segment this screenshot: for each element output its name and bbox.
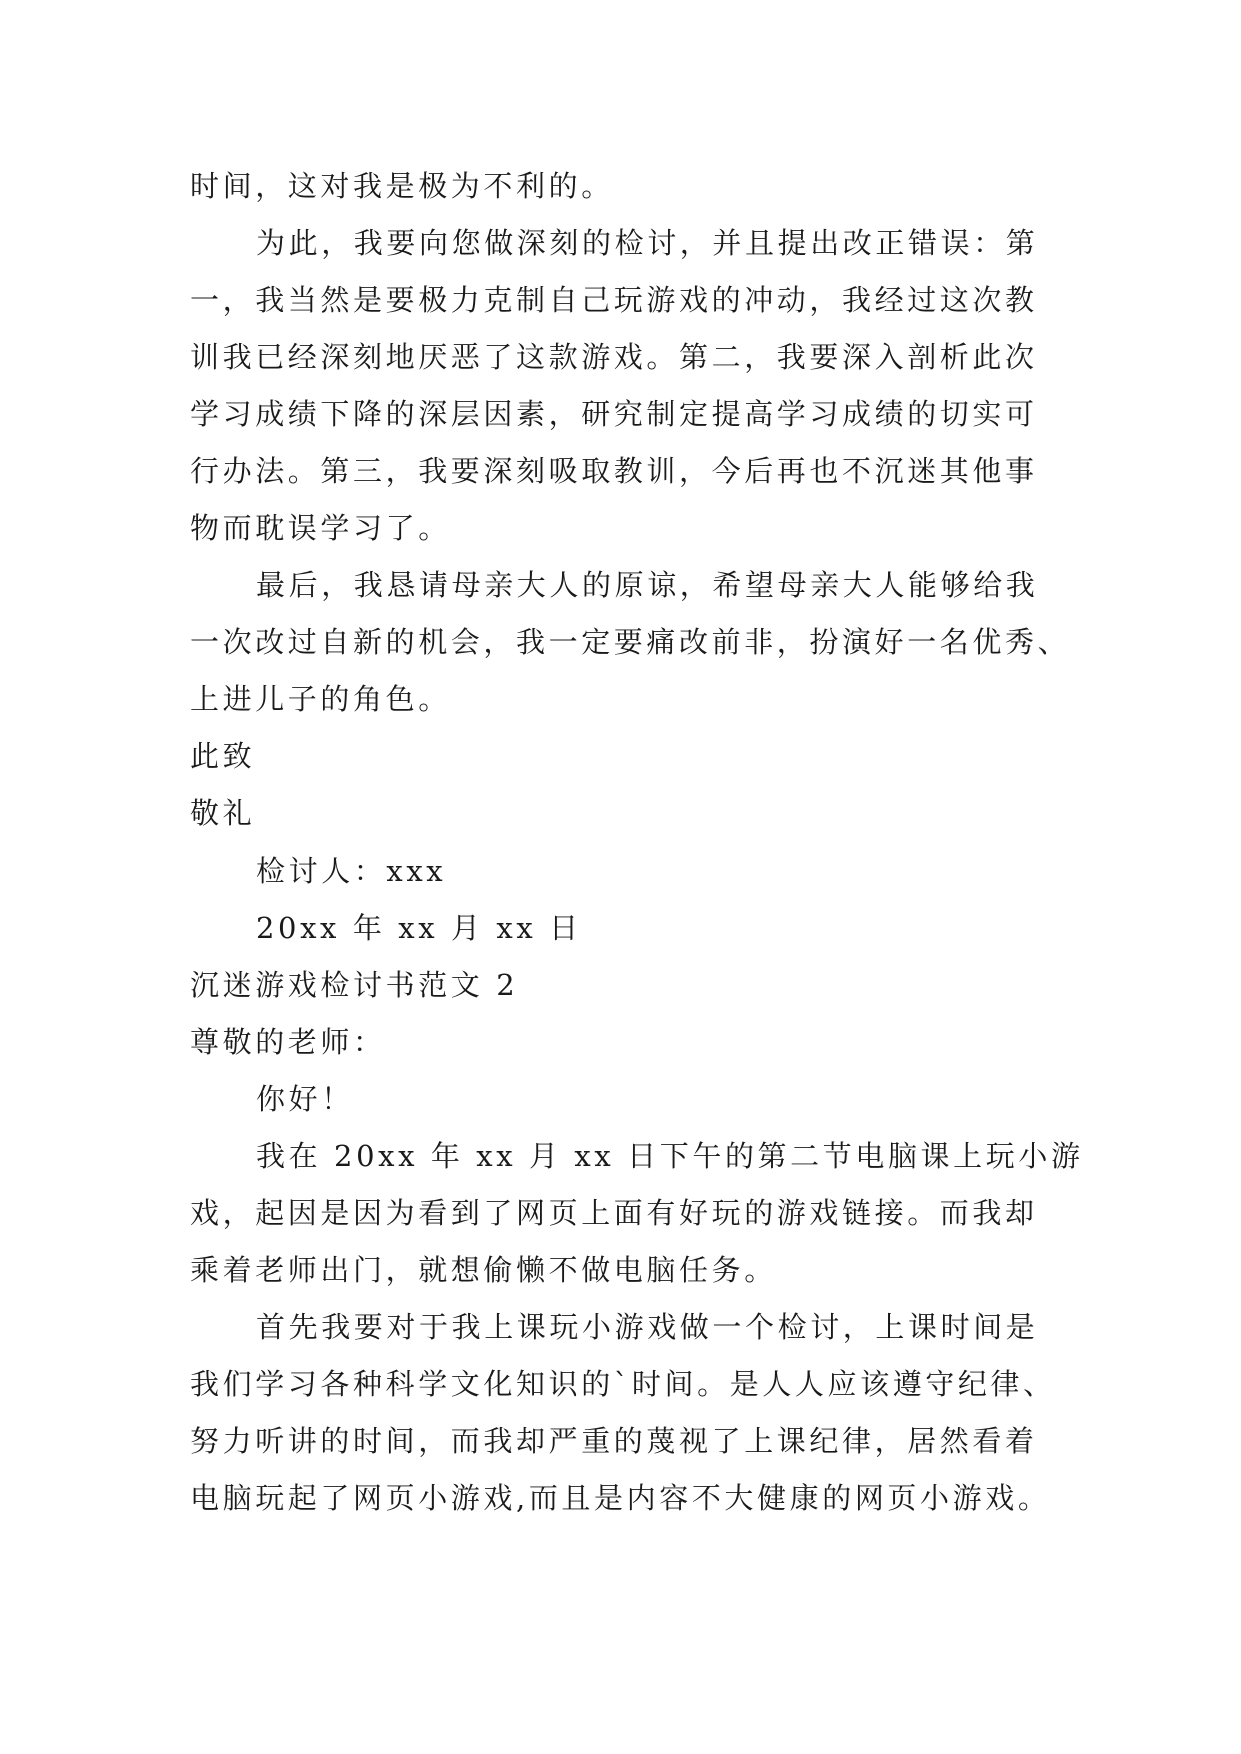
- date-line: 20xx 年 xx 月 xx 日: [256, 911, 582, 945]
- text-line: 乘着老师出门，就想偷懒不做电脑任务。: [190, 1253, 777, 1287]
- section-title: 沉迷游戏检讨书范文 2: [190, 968, 519, 1002]
- text-line: 一次改过自新的机会，我一定要痛改前非，扮演好一名优秀、: [190, 625, 1071, 659]
- text-line: 电脑玩起了网页小游戏,而且是内容不大健康的网页小游戏。: [190, 1481, 1051, 1515]
- text-line: 一，我当然是要极力克制自己玩游戏的冲动，我经过这次教: [190, 283, 1038, 317]
- signature-line: 检讨人：xxx: [256, 854, 447, 888]
- paragraph-line: 最后，我恳请母亲大人的原谅，希望母亲大人能够给我: [256, 568, 1039, 602]
- closing-regards: 敬礼: [190, 796, 256, 830]
- text-line: 上进儿子的角色。: [190, 682, 451, 716]
- paragraph-line: 首先我要对于我上课玩小游戏做一个检讨，上课时间是: [256, 1310, 1039, 1344]
- text-line: 时间，这对我是极为不利的。: [190, 169, 614, 203]
- closing-salutation: 此致: [190, 739, 256, 773]
- greeting-hello: 你好！: [256, 1082, 354, 1116]
- text-line: 学习成绩下降的深层因素，研究制定提高学习成绩的切实可: [190, 397, 1038, 431]
- paragraph-line: 为此，我要向您做深刻的检讨，并且提出改正错误：第: [256, 226, 1039, 260]
- text-line: 戏，起因是因为看到了网页上面有好玩的游戏链接。而我却: [190, 1196, 1038, 1230]
- greeting: 尊敬的老师：: [190, 1025, 386, 1059]
- text-line: 我们学习各种科学文化知识的`时间。是人人应该遵守纪律、: [190, 1367, 1056, 1401]
- text-line: 努力听讲的时间，而我却严重的蔑视了上课纪律，居然看着: [190, 1424, 1038, 1458]
- text-line: 训我已经深刻地厌恶了这款游戏。第二，我要深入剖析此次: [190, 340, 1038, 374]
- text-line: 行办法。第三，我要深刻吸取教训，今后再也不沉迷其他事: [190, 454, 1038, 488]
- paragraph-line: 我在 20xx 年 xx 月 xx 日下午的第二节电脑课上玩小游: [256, 1139, 1084, 1173]
- text-line: 物而耽误学习了。: [190, 511, 451, 545]
